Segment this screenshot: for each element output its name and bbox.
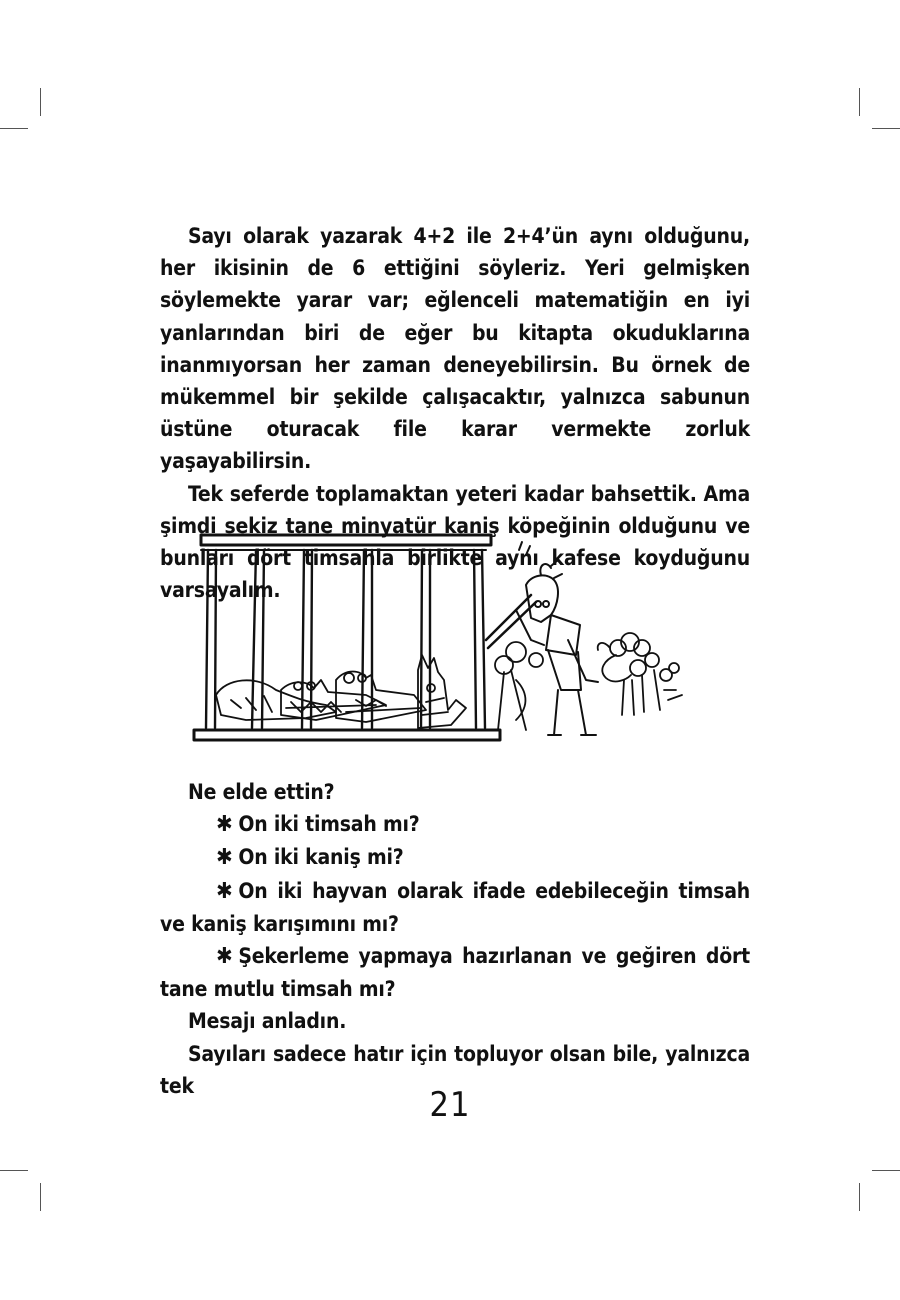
- poodle-group: [495, 633, 682, 730]
- crop-mark: [859, 88, 860, 116]
- bullet-item: [160, 808, 750, 841]
- crop-mark: [40, 1183, 41, 1211]
- zookeeper: [516, 542, 598, 735]
- crop-mark: [872, 128, 900, 129]
- asterisk-icon: ✱: [216, 944, 233, 970]
- crop-mark: [872, 1170, 900, 1171]
- bullet-text: Şekerleme yapmaya hazırlanan ve geğiren dört tane mutlu timsah mı?: [160, 944, 750, 1002]
- paragraph: Sayı olarak yazarak 4+2 ile 2+4’ün aynı olduğunu, her ikisinin de 6 ettiğini söyleriz. Yeri gelmişken söylemekte yarar var; eğlenceli matematiğin en iyi yanlarından biri de eğer bu kitapta okuduklarına inanmıyorsan her zaman deneyebilirsin. Bu örnek de mükemmel bir şekilde çalışacaktır, yalnızca sabunun üstüne oturacak file karar vermekte zorluk yaşayabilirsin.: [160, 224, 750, 474]
- statement-line: Mesajı anladın.: [188, 1009, 347, 1034]
- bullet-item: [160, 940, 750, 1005]
- bullet-item: [160, 841, 750, 874]
- crop-mark: [859, 1183, 860, 1211]
- crop-mark: [40, 88, 41, 116]
- bullet-text: On iki timsah mı?: [238, 812, 420, 837]
- crop-mark: [0, 128, 28, 129]
- continuation-line: Sayıları sadece hatır için topluyor olsan bile, yalnızca tek: [160, 1041, 750, 1098]
- asterisk-icon: ✱: [216, 878, 233, 904]
- asterisk-icon: ✱: [216, 812, 233, 838]
- paragraph: Tek seferde toplamaktan yeteri kadar bahsettik. Ama şimdi sekiz tane minyatür kaniş köpeğinin olduğunu ve bunları dört timsahla birlikte aynı kafese koyduğunu varsayalım.: [160, 481, 750, 603]
- page-number: 21: [429, 1085, 471, 1125]
- asterisk-icon: ✱: [216, 845, 233, 871]
- crop-mark: [0, 1170, 28, 1171]
- body-text-bottom: [160, 776, 750, 1102]
- question-line: Ne elde ettin?: [188, 780, 335, 804]
- bullet-text: On iki hayvan olarak ifade edebileceğin timsah ve kaniş karışımını mı?: [160, 878, 750, 936]
- bullet-text: On iki kaniş mi?: [238, 845, 404, 870]
- cage-illustration: [186, 530, 716, 755]
- bullet-item: [160, 875, 750, 940]
